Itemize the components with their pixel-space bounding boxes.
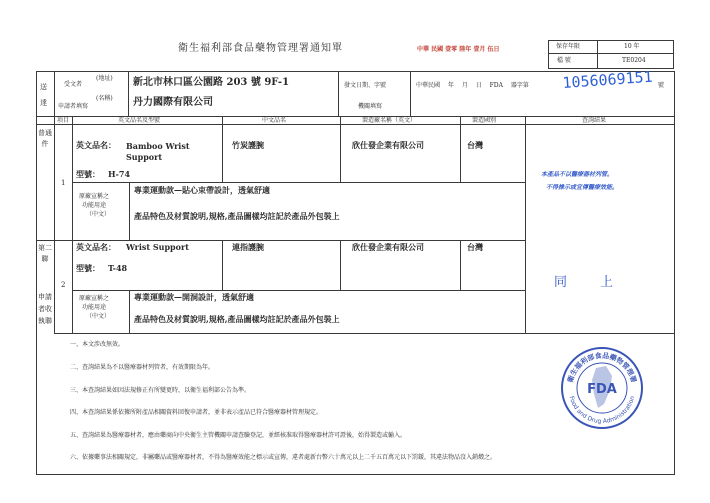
use-text-1a: 專業運動款—貼心束帶設計，透氣舒適	[134, 185, 270, 195]
result-2: 同 上	[554, 275, 624, 290]
note-1: 一、本文涉改無效。	[70, 341, 125, 348]
en-name-1: Bamboo Wrist Support	[126, 141, 190, 162]
address-label: (地址)	[96, 75, 113, 82]
delivery-label-1: 送	[40, 83, 47, 91]
model-value-2: T-48	[108, 263, 128, 273]
file-number-value: TE0204	[622, 57, 646, 64]
seal-top-text: 衛生福利部食品藥物管理署	[566, 351, 638, 384]
note-2: 二、查詢結果為不以醫療器材列管者，有效期限為年。	[70, 364, 215, 371]
en-label-2: 英文品名：	[76, 242, 116, 252]
file-number-label: 檔 號	[557, 57, 571, 64]
use-label-2a: 原廠宣稱之	[79, 295, 110, 302]
serial-number: 1056069151	[561, 67, 654, 92]
date-stamp: 中華 民國 壹零 陸年 壹月 伍日	[417, 46, 500, 53]
retention-period-label: 保存年限	[556, 43, 581, 50]
model-label-2: 型號：	[76, 263, 100, 273]
note-3: 三、本查詢結果如因法規修正有所變更時，以衛生福利部公告為準。	[70, 387, 251, 394]
cn-name-1: 竹炭護腕	[232, 140, 264, 150]
ordinary-copy-label: 普通件	[38, 129, 52, 148]
item-number-2: 2	[61, 281, 66, 289]
use-label-1c: （中文）	[86, 211, 111, 218]
manufacturer-1: 欣仕發企業有限公司	[352, 140, 424, 150]
recipient-label: 受文者	[64, 81, 83, 88]
result-1-line1: 本產品不以醫療器材列管。	[541, 171, 614, 178]
delivery-label-2: 達	[40, 99, 47, 107]
model-value-1: H-74	[108, 169, 131, 179]
use-label-2c: （中文）	[86, 313, 111, 320]
country-1: 台灣	[467, 140, 483, 150]
use-text-1b: 產品特色及材質說明,規格,產品圖樣均註記於產品外包裝上	[134, 211, 340, 221]
use-label-2b: 功能用途	[82, 304, 107, 311]
result-1-line2: 不得操示或宣傳醫療效能。	[546, 184, 619, 191]
page-title: 衛生福利部食品藥物管理署通知單	[178, 43, 343, 54]
col-result: 查詢結果	[582, 117, 607, 124]
en-label-1: 英文品名：	[76, 140, 116, 150]
col-cn-name: 中文品名	[262, 117, 287, 124]
col-item: 項目	[57, 117, 70, 124]
applicant-copy-label: 申請者收執聯	[38, 293, 52, 325]
country-2: 台灣	[467, 242, 483, 252]
item-number-1: 1	[61, 179, 66, 187]
retention-period-value: 10 年	[624, 43, 640, 50]
note-6: 六、依據藥事法相關規定，非屬藥品或醫療器材者，不得為醫療效能之標示或宣傳，違者處新台幣六十萬元以上二千五百萬元以下罰鍰，其違法物品沒入銷燬之。	[70, 454, 497, 461]
col-product: 英文品名及型號	[118, 117, 161, 124]
applicant-fill-label: 申請者填寫	[58, 103, 89, 110]
use-label-1a: 原廠宣稱之	[79, 193, 110, 200]
office-fill-label: 機關填寫	[358, 103, 383, 110]
issue-date-label: 發文日期、字號	[344, 82, 387, 89]
note-5: 五、查詢結果為醫療器材者，應由藥商向中央衛生主管機關申請查驗登記，並經核准取得醫療器材許可證後，始得製造或輸入。	[70, 432, 407, 439]
seal-bottom-text: Food and Drug Administration	[567, 395, 637, 426]
name-label: (名稱)	[96, 95, 113, 102]
fda-seal	[560, 346, 644, 430]
seal-center-text: FDA	[587, 382, 617, 397]
use-text-2b: 產品特色及材質說明,規格,產品圖樣均註記於產品外包裝上	[134, 314, 340, 324]
manufacturer-2: 欣仕發企業有限公司	[352, 242, 424, 252]
note-4: 四、本查詢結果係依據所附產品相關資料回復申請者，並非表示產品已符合醫療器材管理規定。	[70, 409, 323, 416]
second-copy-label: 第二聯	[38, 244, 52, 263]
recipient-company: 丹力國際有限公司	[133, 97, 213, 108]
use-text-2a: 專業運動款—開洞設計，透氣舒適	[134, 292, 254, 302]
cn-name-2: 連指護腕	[232, 242, 264, 252]
en-name-2: Wrist Support	[126, 242, 189, 252]
model-label-1: 型號：	[76, 169, 100, 179]
recipient-address: 新北市林口區公園路 203 號 9F-1	[133, 77, 290, 88]
col-country: 製造國別	[472, 117, 497, 124]
col-manufacturer: 製造廠名稱（英文）	[362, 117, 417, 124]
issue-number-suffix: 號	[658, 82, 665, 89]
issue-date-value: 中華民國 年 月 日 FDA 器字第	[416, 82, 529, 89]
use-label-1b: 功能用途	[82, 202, 107, 209]
